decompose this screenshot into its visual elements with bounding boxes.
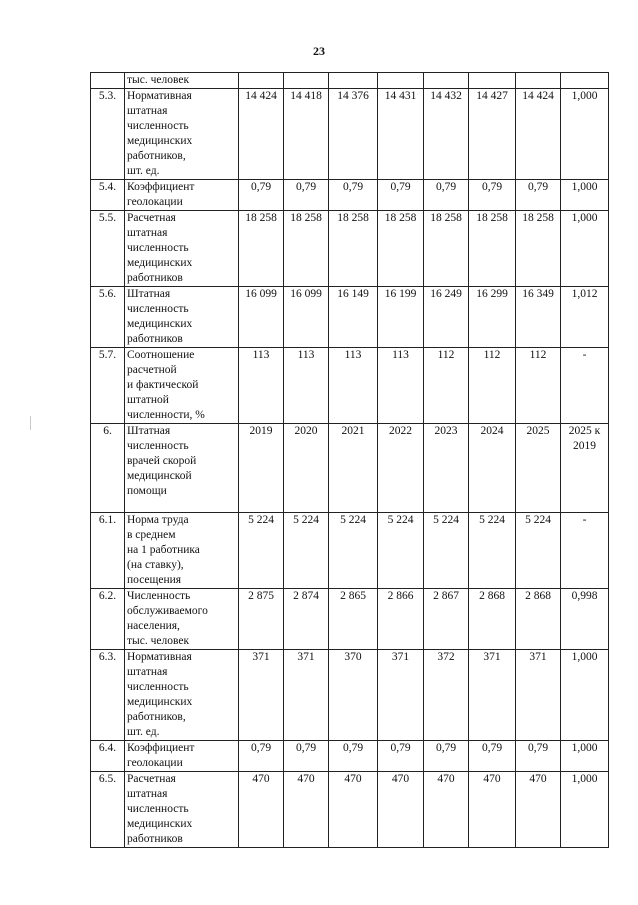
year-value-cell bbox=[469, 73, 516, 89]
row-number-cell: 5.3. bbox=[91, 89, 125, 180]
row-number-cell: 5.7. bbox=[91, 348, 125, 424]
indicator-name-line: медицинской bbox=[127, 470, 192, 482]
indicator-name-cell bbox=[125, 287, 239, 348]
year-value-cell: 112 bbox=[516, 348, 561, 424]
year-value-cell bbox=[516, 73, 561, 89]
indicator-name-line: тыс. человек bbox=[127, 635, 190, 647]
indicator-name-line: медицинских bbox=[127, 135, 193, 147]
year-value-cell: 470 bbox=[469, 772, 516, 848]
year-value-cell bbox=[239, 73, 284, 89]
year-value-cell: 2 868 bbox=[469, 589, 516, 650]
indicator-name-line: Коэффициент bbox=[127, 742, 195, 754]
year-value-cell: 113 bbox=[284, 348, 329, 424]
index-cell: 1,000 bbox=[561, 89, 609, 180]
year-value-cell: 0,79 bbox=[329, 180, 378, 211]
scan-margin-mark bbox=[30, 416, 31, 430]
indicator-name-line: Расчетная bbox=[127, 212, 176, 224]
table-row bbox=[91, 424, 609, 513]
year-value-cell: 14 376 bbox=[329, 89, 378, 180]
year-value-cell: 470 bbox=[424, 772, 469, 848]
staffing-table bbox=[90, 72, 609, 848]
year-value-cell: 2 874 bbox=[284, 589, 329, 650]
row-number-cell: 6.5. bbox=[91, 772, 125, 848]
year-value-cell: 371 bbox=[516, 650, 561, 741]
year-value-cell: 5 224 bbox=[284, 513, 329, 589]
year-value-cell: 470 bbox=[516, 772, 561, 848]
row-number-cell: 5.4. bbox=[91, 180, 125, 211]
year-value-cell: 16 099 bbox=[239, 287, 284, 348]
indicator-name-line: штатная bbox=[127, 227, 168, 239]
year-value-cell: 18 258 bbox=[284, 211, 329, 287]
year-value-cell: 16 199 bbox=[378, 287, 424, 348]
year-value-cell: 112 bbox=[424, 348, 469, 424]
indicator-name-line: численность bbox=[127, 803, 189, 815]
row-number-cell: 6.4. bbox=[91, 741, 125, 772]
year-value-cell: 371 bbox=[284, 650, 329, 741]
year-value-cell: 2020 bbox=[284, 424, 329, 513]
year-value-cell: 14 427 bbox=[469, 89, 516, 180]
indicator-name-line: населения, bbox=[127, 620, 180, 632]
year-value-cell: 5 224 bbox=[378, 513, 424, 589]
year-value-cell: 113 bbox=[378, 348, 424, 424]
row-number-cell: 6.2. bbox=[91, 589, 125, 650]
year-value-cell: 14 424 bbox=[239, 89, 284, 180]
indicator-name-cell bbox=[125, 211, 239, 287]
indicator-name-line: Расчетная bbox=[127, 773, 176, 785]
index-cell: - bbox=[561, 513, 609, 589]
indicator-name-line: медицинских bbox=[127, 257, 193, 269]
year-value-cell: 0,79 bbox=[284, 741, 329, 772]
indicator-name-cell bbox=[125, 513, 239, 589]
year-value-cell: 0,79 bbox=[378, 180, 424, 211]
indicator-name-line: шт. ед. bbox=[127, 165, 160, 177]
index-cell: 1,000 bbox=[561, 180, 609, 211]
year-value-cell: 18 258 bbox=[516, 211, 561, 287]
year-value-cell: 0,79 bbox=[378, 741, 424, 772]
indicator-name-line: работников, bbox=[127, 711, 186, 723]
indicator-name-line: обслуживаемого bbox=[127, 605, 208, 617]
year-value-cell bbox=[284, 73, 329, 89]
index-cell: 1,012 bbox=[561, 287, 609, 348]
year-value-cell: 370 bbox=[329, 650, 378, 741]
year-value-cell: 2 866 bbox=[378, 589, 424, 650]
year-value-cell: 2023 bbox=[424, 424, 469, 513]
table-row bbox=[91, 772, 609, 848]
indicator-name-line: Нормативная bbox=[127, 90, 192, 102]
indicator-name-line: численность bbox=[127, 242, 189, 254]
indicator-name-line: штатная bbox=[127, 666, 168, 678]
year-value-cell: 5 224 bbox=[239, 513, 284, 589]
year-value-cell: 2024 bbox=[469, 424, 516, 513]
year-value-cell: 16 149 bbox=[329, 287, 378, 348]
indicator-name-line: геолокации bbox=[127, 757, 183, 769]
table-row bbox=[91, 348, 609, 424]
year-value-cell: 2021 bbox=[329, 424, 378, 513]
indicator-name-line: штатная bbox=[127, 105, 168, 117]
indicator-name-line: Штатная bbox=[127, 288, 171, 300]
year-value-cell: 14 431 bbox=[378, 89, 424, 180]
year-value-cell bbox=[378, 73, 424, 89]
index-cell bbox=[561, 73, 609, 89]
year-value-cell: 5 224 bbox=[424, 513, 469, 589]
indicator-name-cell bbox=[125, 589, 239, 650]
indicator-name-line: шт. ед. bbox=[127, 726, 160, 738]
indicator-name-line: врачей скорой bbox=[127, 455, 197, 467]
table-row bbox=[91, 180, 609, 211]
year-value-cell: 2 865 bbox=[329, 589, 378, 650]
year-value-cell: 18 258 bbox=[469, 211, 516, 287]
row-number-cell: 6. bbox=[91, 424, 125, 513]
table-row bbox=[91, 650, 609, 741]
indicator-name-line: Нормативная bbox=[127, 651, 192, 663]
indicator-name-line: медицинских bbox=[127, 696, 193, 708]
year-value-cell: 470 bbox=[239, 772, 284, 848]
year-value-cell: 0,79 bbox=[284, 180, 329, 211]
page-number: 23 bbox=[313, 44, 325, 58]
indicator-name-cell bbox=[125, 348, 239, 424]
table-row bbox=[91, 513, 609, 589]
year-value-cell: 371 bbox=[469, 650, 516, 741]
indicator-name-line: медицинских bbox=[127, 318, 193, 330]
row-number-cell: 6.3. bbox=[91, 650, 125, 741]
indicator-name-cell bbox=[125, 73, 239, 89]
indicator-name-line: штатной bbox=[127, 394, 169, 406]
indicator-name-line: работников, bbox=[127, 150, 186, 162]
indicator-name-line: Норма труда bbox=[127, 514, 189, 526]
year-value-cell: 0,79 bbox=[239, 180, 284, 211]
indicator-name-line: Численность bbox=[127, 590, 191, 602]
indicator-name-cell bbox=[125, 772, 239, 848]
index-cell: 1,000 bbox=[561, 772, 609, 848]
year-value-cell: 16 299 bbox=[469, 287, 516, 348]
indicator-name-line: медицинских bbox=[127, 818, 193, 830]
year-value-cell: 0,79 bbox=[424, 180, 469, 211]
row-number-cell: 5.5. bbox=[91, 211, 125, 287]
year-value-cell: 113 bbox=[239, 348, 284, 424]
year-value-cell: 113 bbox=[329, 348, 378, 424]
indicator-name-line: (на ставку), bbox=[127, 559, 184, 571]
year-value-cell: 18 258 bbox=[329, 211, 378, 287]
year-value-cell: 18 258 bbox=[378, 211, 424, 287]
year-value-cell: 2019 bbox=[239, 424, 284, 513]
year-value-cell: 0,79 bbox=[239, 741, 284, 772]
indicator-name-line: численности, % bbox=[127, 409, 205, 421]
year-value-cell: 2022 bbox=[378, 424, 424, 513]
table-row bbox=[91, 73, 609, 89]
indicator-name-line: Штатная bbox=[127, 425, 171, 437]
indicator-name-cell bbox=[125, 741, 239, 772]
table-body bbox=[91, 73, 609, 848]
year-value-cell: 14 424 bbox=[516, 89, 561, 180]
index-cell: 2025 к 2019 bbox=[561, 424, 609, 513]
indicator-name-line: численность bbox=[127, 120, 189, 132]
indicator-name-cell bbox=[125, 180, 239, 211]
year-value-cell: 16 349 bbox=[516, 287, 561, 348]
year-value-cell: 18 258 bbox=[239, 211, 284, 287]
indicator-name-line: штатная bbox=[127, 788, 168, 800]
indicator-name-cell bbox=[125, 424, 239, 513]
year-value-cell: 2 867 bbox=[424, 589, 469, 650]
row-number-cell bbox=[91, 73, 125, 89]
index-cell: 1,000 bbox=[561, 211, 609, 287]
indicator-name-line: численность bbox=[127, 440, 189, 452]
year-value-cell bbox=[424, 73, 469, 89]
indicator-name-line: работников bbox=[127, 272, 183, 284]
year-value-cell: 470 bbox=[378, 772, 424, 848]
year-value-cell: 14 432 bbox=[424, 89, 469, 180]
year-value-cell: 0,79 bbox=[516, 180, 561, 211]
year-value-cell: 16 099 bbox=[284, 287, 329, 348]
indicator-name-line: расчетной bbox=[127, 364, 177, 376]
indicator-name-line: Коэффициент bbox=[127, 181, 195, 193]
indicator-name-cell bbox=[125, 89, 239, 180]
indicator-name-line: в среднем bbox=[127, 529, 176, 541]
row-number-cell: 5.6. bbox=[91, 287, 125, 348]
year-value-cell: 2025 bbox=[516, 424, 561, 513]
year-value-cell: 5 224 bbox=[469, 513, 516, 589]
indicator-name-line: и фактической bbox=[127, 379, 199, 391]
row-number-cell: 6.1. bbox=[91, 513, 125, 589]
year-value-cell: 5 224 bbox=[329, 513, 378, 589]
indicator-name-line: работников bbox=[127, 333, 183, 345]
table-row bbox=[91, 589, 609, 650]
year-value-cell bbox=[329, 73, 378, 89]
year-value-cell: 0,79 bbox=[424, 741, 469, 772]
year-value-cell: 2 875 bbox=[239, 589, 284, 650]
year-value-cell: 371 bbox=[239, 650, 284, 741]
index-cell: - bbox=[561, 348, 609, 424]
indicator-name-line: геолокации bbox=[127, 196, 183, 208]
year-value-cell: 0,79 bbox=[469, 741, 516, 772]
year-value-cell: 371 bbox=[378, 650, 424, 741]
year-value-cell: 470 bbox=[284, 772, 329, 848]
indicator-name-line: тыс. человек bbox=[127, 74, 190, 86]
indicator-name-line: численность bbox=[127, 303, 189, 315]
year-value-cell: 16 249 bbox=[424, 287, 469, 348]
year-value-cell: 5 224 bbox=[516, 513, 561, 589]
year-value-cell: 470 bbox=[329, 772, 378, 848]
year-value-cell: 0,79 bbox=[469, 180, 516, 211]
year-value-cell: 2 868 bbox=[516, 589, 561, 650]
index-cell: 1,000 bbox=[561, 650, 609, 741]
table-row bbox=[91, 741, 609, 772]
year-value-cell: 112 bbox=[469, 348, 516, 424]
indicator-name-cell bbox=[125, 650, 239, 741]
year-value-cell: 18 258 bbox=[424, 211, 469, 287]
indicator-name-line: Соотношение bbox=[127, 349, 195, 361]
year-value-cell: 0,79 bbox=[329, 741, 378, 772]
table-row bbox=[91, 89, 609, 180]
year-value-cell: 14 418 bbox=[284, 89, 329, 180]
table-row bbox=[91, 287, 609, 348]
year-value-cell: 0,79 bbox=[516, 741, 561, 772]
index-cell: 1,000 bbox=[561, 741, 609, 772]
indicator-name-line: помощи bbox=[127, 485, 167, 497]
table-row bbox=[91, 211, 609, 287]
indicator-name-line: работников bbox=[127, 833, 183, 845]
year-value-cell: 372 bbox=[424, 650, 469, 741]
indicator-name-line: на 1 работника bbox=[127, 544, 200, 556]
indicator-name-line: посещения bbox=[127, 574, 182, 586]
index-cell: 0,998 bbox=[561, 589, 609, 650]
indicator-name-line: численность bbox=[127, 681, 189, 693]
